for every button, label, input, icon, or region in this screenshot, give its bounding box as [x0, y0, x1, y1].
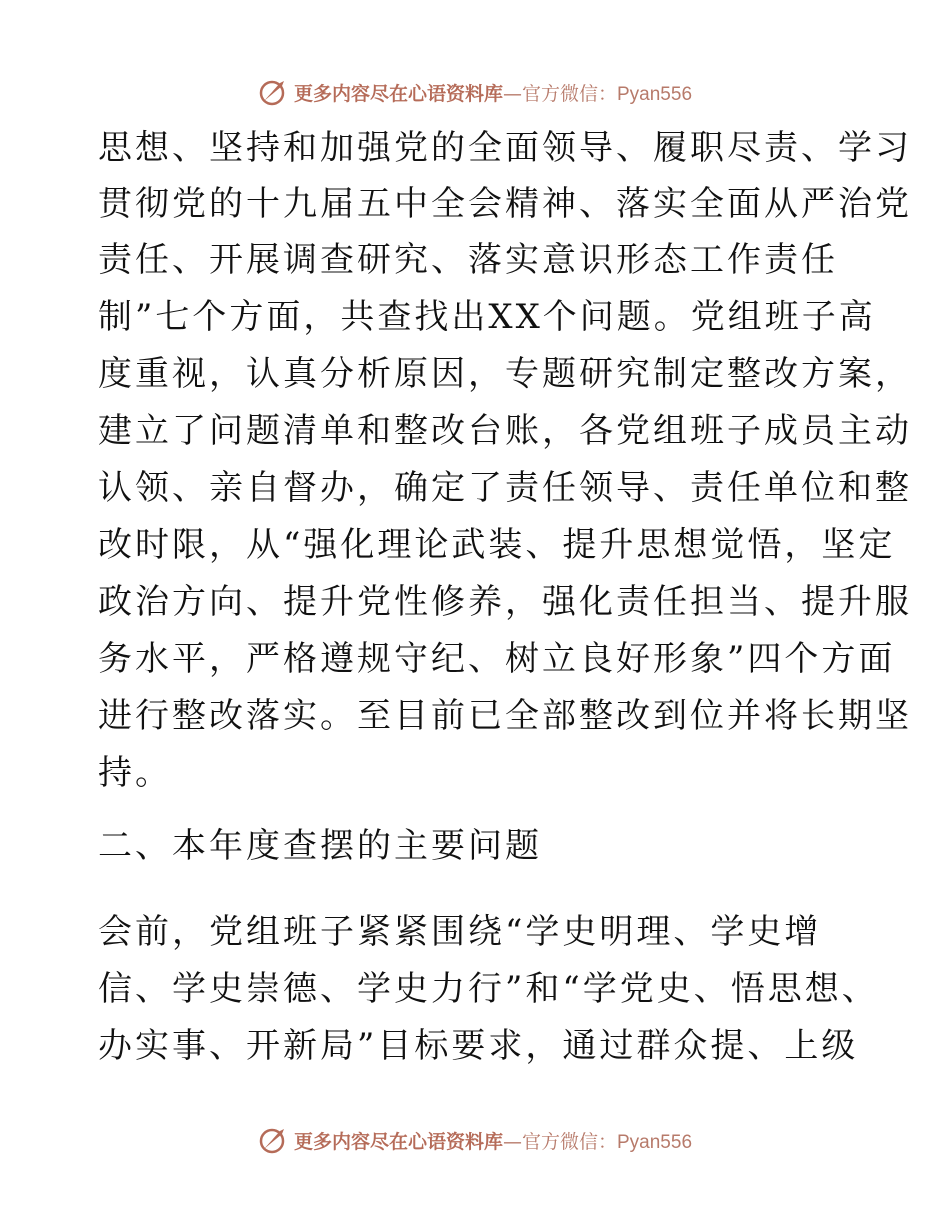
text-line: 办实事、开新局”目标要求，通过群众提、上级 — [98, 1026, 859, 1066]
text-line: 进行整改落实。至目前已全部整改到位并将长期坚 — [98, 696, 912, 736]
text-line: 改时限，从“强化理论武装、提升思想觉悟，坚定 — [98, 525, 896, 565]
footer-watermark — [0, 1120, 950, 1160]
watermark-main: 更多内容尽在心语资料库 — [293, 82, 503, 105]
watermark-text — [294, 79, 692, 106]
text-line: 制”七个方面，共查找出XX个问题。党组班子高 — [98, 297, 876, 337]
watermark-main: 更多内容尽在心语资料库 — [293, 1130, 503, 1153]
text-line: 责任、开展调查研究、落实意识形态工作责任 — [98, 240, 838, 280]
feather-pen-logo-icon — [258, 77, 288, 107]
watermark-dash: — — [502, 1130, 522, 1153]
section-heading: 二、本年度查摆的主要问题 — [98, 826, 542, 866]
feather-pen-logo-icon — [258, 1125, 288, 1155]
text-line: 认领、亲自督办，确定了责任领导、责任单位和整 — [98, 468, 912, 508]
watermark-text — [294, 1127, 692, 1154]
text-line: 建立了问题清单和整改台账，各党组班子成员主动 — [98, 411, 912, 451]
text-line: 政治方向、提升党性修养，强化责任担当、提升服 — [98, 582, 912, 622]
text-line: 贯彻党的十九届五中全会精神、落实全面从严治党 — [98, 184, 912, 224]
text-line: 会前，党组班子紧紧围绕“学史明理、学史增 — [98, 912, 822, 952]
watermark-label: 官方微信： — [521, 1130, 617, 1153]
text-line: 信、学史崇德、学史力行”和“学党史、悟思想、 — [98, 969, 879, 1009]
text-line: 思想、坚持和加强党的全面领导、履职尽责、学习 — [98, 128, 912, 168]
text-line: 度重视，认真分析原因，专题研究制定整改方案， — [98, 354, 912, 394]
text-line: 持。 — [98, 753, 172, 793]
watermark-wechat-id: Pyan556 — [617, 83, 693, 105]
watermark-dash: — — [502, 82, 522, 105]
watermark-wechat-id: Pyan556 — [617, 1131, 693, 1153]
header-watermark — [0, 72, 950, 112]
text-line: 务水平，严格遵规守纪、树立良好形象”四个方面 — [98, 639, 896, 679]
watermark-label: 官方微信： — [521, 82, 617, 105]
